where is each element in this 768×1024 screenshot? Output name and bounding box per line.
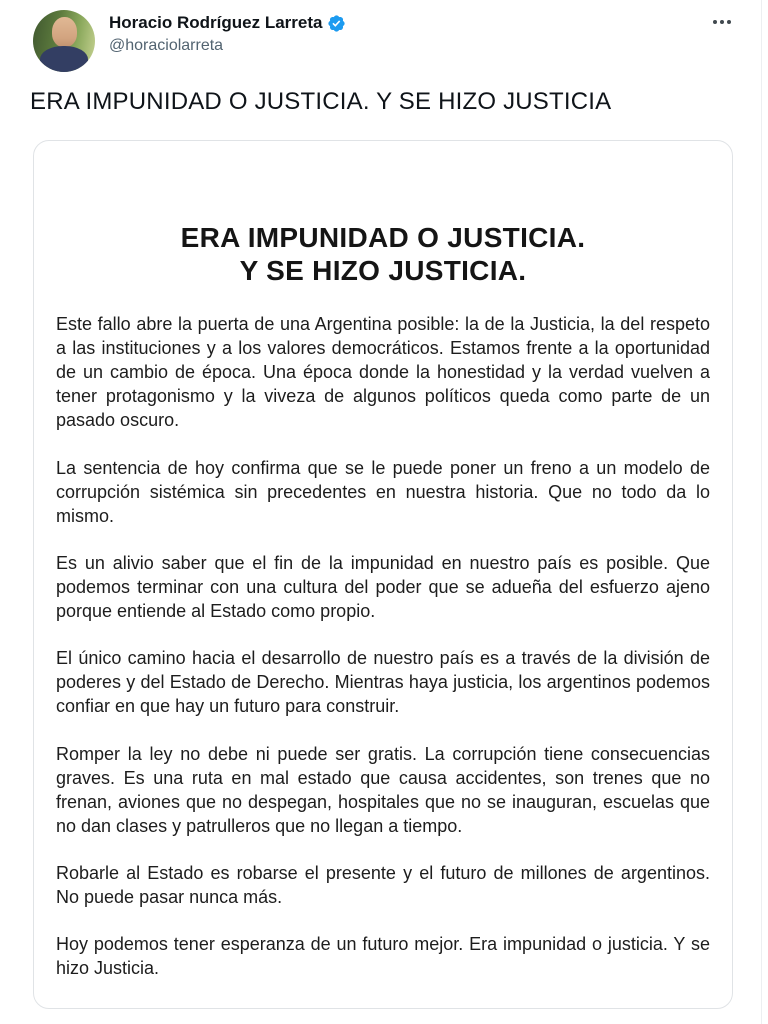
author-name-row: [109, 13, 346, 33]
card-title: [56, 221, 710, 288]
tweet-header: [0, 0, 761, 72]
more-button[interactable]: [709, 16, 735, 28]
card-paragraph-3: Es un alivio saber que el fin de la impunidad en nuestro país es posible. Que podemos terminar con una cultura del poder que se adueña del esfuerzo ajeno porque entiende al Estado como propio.: [56, 552, 710, 622]
tweet-image-card[interactable]: [33, 140, 733, 1009]
card-paragraph-5: Romper la ley no debe ni puede ser gratis. La corrupción tiene consecuencias graves. Es una ruta en mal estado que causa accidentes, son trenes que no frenan, aviones que no despegan, hospitales que no se inauguran, escuelas que no dan clases y patrulleros que no llegan a tiempo.: [56, 743, 710, 836]
card-title-line1: ERA IMPUNIDAD O JUSTICIA.: [180, 221, 586, 253]
card-paragraph-2: La sentencia de hoy confirma que se le puede poner un freno a un modelo de corrupción sistémica sin precedentes en nuestra historia. Que no todo da lo mismo.: [56, 457, 710, 526]
more-icon: [727, 20, 731, 24]
avatar-photo-shirt: [40, 46, 88, 72]
more-icon: [720, 20, 724, 24]
author-names: [109, 10, 346, 55]
verified-badge-icon: [327, 14, 346, 33]
more-icon: [713, 20, 717, 24]
author-display-name[interactable]: Horacio Rodríguez Larreta: [109, 13, 323, 32]
avatar-photo: [52, 17, 77, 47]
card-paragraph-1: Este fallo abre la puerta de una Argentina posible: la de la Justicia, la del respeto a las instituciones y a los valores democráticos. Estamos frente a la oportunidad de un cambio de época. Una época donde la honestidad y la verdad vuelven a tener protagonismo y la viveza de algunos políticos queda como parte de un pasado oscuro.: [56, 313, 710, 431]
tweet-text: ERA IMPUNIDAD O JUSTICIA. Y SE HIZO JUSTICIA: [30, 88, 612, 115]
avatar[interactable]: [33, 10, 95, 72]
card-paragraph-4: El único camino hacia el desarrollo de nuestro país es a través de la división de poderes y del Estado de Derecho. Mientras haya justicia, los argentinos podemos confiar en que hay un futuro para construir.: [56, 648, 710, 717]
author-handle[interactable]: @horaciolarreta: [109, 37, 224, 54]
card-paragraph-7: Hoy podemos tener esperanza de un futuro mejor. Era impunidad o justicia. Y se hizo Justicia.: [56, 934, 710, 979]
card-title-line2: Y SE HIZO JUSTICIA.: [239, 255, 527, 287]
card-paragraph-6: Robarle al Estado es robarse el presente y el futuro de millones de argentinos. No puede pasar nunca más.: [56, 862, 710, 908]
